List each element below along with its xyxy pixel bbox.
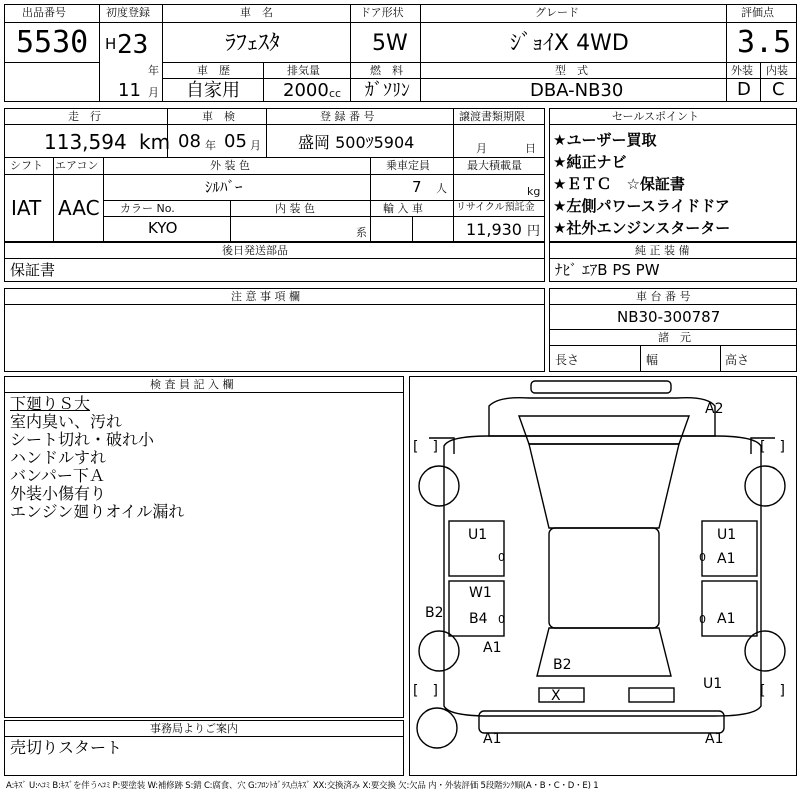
int-score: C: [772, 79, 785, 100]
displacement: 2000: [283, 80, 329, 101]
inspector-lines: [10, 395, 400, 521]
car-name: ﾗﾌｪｽﾀ: [225, 31, 281, 56]
sales-point-item: ★ＥＴＣ ☆保証書: [553, 175, 685, 193]
inspector-line: シート切れ・破れ小: [10, 430, 155, 449]
import-label: 輸 入 車: [383, 202, 423, 215]
month-unit: 月: [148, 86, 159, 99]
year-unit: 年: [148, 64, 159, 77]
damage-mark: A2: [705, 401, 724, 417]
genuine-label: 純 正 装 備: [635, 244, 690, 257]
sales-point-item: ★社外エンジンスターター: [553, 219, 731, 237]
chassis-label: 車 台 番 号: [636, 290, 691, 303]
after-parts-label: 後日発送部品: [222, 244, 288, 257]
damage-mark: 0: [498, 551, 505, 564]
damage-mark: B4: [469, 611, 488, 627]
door-label: ドア形状: [360, 6, 404, 19]
insp-month-unit: 月: [250, 139, 261, 152]
insp-year: 08: [178, 131, 201, 152]
sales-point-item: ★ユーザー買取: [553, 131, 657, 149]
inspector-line: 外装小傷有り: [10, 484, 107, 503]
history: 自家用: [186, 80, 240, 101]
first-reg-label: 初度登録: [106, 6, 150, 19]
insp-year-unit: 年: [205, 139, 216, 152]
windshield-shape: [519, 416, 689, 444]
displacement-label: 排気量: [287, 64, 320, 77]
damage-mark: A1: [483, 731, 502, 747]
damage-mark: U1: [468, 527, 488, 543]
capacity: 7: [412, 178, 422, 196]
color-label: 外 装 色: [210, 159, 250, 172]
fuel-label: 燃 料: [370, 64, 403, 77]
recycle-unit: 円: [527, 224, 541, 239]
genuine-value: ﾅﾋﾞ ｴｱB PS PW: [555, 261, 660, 279]
cc-unit: cc: [329, 87, 342, 100]
wheel-rr: [745, 631, 785, 671]
mileage: 113,594: [44, 130, 127, 154]
grade: ｼﾞｮｲX 4WD: [510, 31, 629, 56]
model: DBA-NB30: [530, 80, 624, 101]
rear-lamp-shape: [629, 688, 674, 702]
interior-unit: 系: [356, 226, 367, 239]
notes-label: 注 意 事 項 欄: [231, 290, 300, 303]
mileage-label: 走 行: [68, 110, 101, 123]
lot-no-label: 出品番号: [22, 6, 66, 19]
legend: A:ｷｽﾞ U:ﾍｺﾐ B:ｷｽﾞを伴うﾍｺﾐ P:要塗装 W:補修跡 S:錆 C:腐食、穴 G:ﾌﾛﾝﾄｶﾞﾗｽ点ｷｽﾞ XX:交換済み X:要交換 欠:欠品 内・外装評価 5段階ﾗﾝｸ順(A・B・C・D・E) 1: [6, 781, 599, 791]
damage-bracket: [ ]: [760, 439, 785, 455]
wheel-fl: [419, 466, 459, 506]
door: 5W: [372, 31, 408, 56]
lot-no: 5530: [16, 25, 89, 60]
shift: IAT: [11, 196, 42, 220]
damage-mark: B2: [553, 657, 572, 673]
damage-mark: A1: [717, 551, 736, 567]
era: H: [105, 35, 117, 53]
km-unit: km: [139, 130, 171, 154]
damage-mark: 0: [699, 551, 706, 564]
width-label: 幅: [646, 353, 659, 367]
damage-mark: 0: [699, 613, 706, 626]
score: 3.5: [737, 25, 792, 60]
front-bumper-shape: [531, 381, 671, 393]
ext-label: 外装: [731, 64, 753, 77]
damage-bracket: [ ]: [760, 683, 785, 699]
wheel-fr: [745, 466, 785, 506]
inspector-line: 下廻りＳ大: [10, 394, 91, 413]
transfer-month: 月: [476, 142, 487, 155]
color: ｼﾙﾊﾞｰ: [205, 178, 243, 196]
damage-mark: U1: [703, 676, 723, 692]
rear-bumper-shape: [479, 711, 724, 733]
fuel: ｶﾞｿﾘﾝ: [365, 80, 410, 101]
recycle: 11,930: [466, 220, 522, 239]
load-unit: kg: [527, 185, 541, 198]
damage-mark: X: [551, 688, 561, 704]
int-label: 内装: [766, 64, 788, 77]
color-no-label: カラー No.: [120, 202, 175, 215]
spare-wheel: [417, 708, 457, 748]
sales-point-item: ★純正ナビ: [553, 153, 627, 171]
sales-point-item: ★左側パワースライドドア: [553, 197, 730, 215]
rear-plate-shape: [539, 688, 584, 702]
roof-panel: [549, 528, 659, 628]
inspector-label: 検 査 員 記 入 欄: [150, 378, 234, 391]
sales-points-label: セールスポイント: [612, 110, 700, 123]
wheel-rl: [419, 631, 459, 671]
office-value: 売切りスタート: [10, 738, 123, 757]
model-label: 型 式: [555, 64, 588, 77]
load-label: 最大積載量: [467, 159, 522, 172]
after-parts-value: 保証書: [10, 261, 56, 279]
roof-shape: [529, 444, 679, 528]
vehicle-detail-block: [4, 108, 545, 242]
height-label: 高さ: [725, 353, 750, 367]
history-label: 車 歴: [197, 64, 230, 77]
plate: 盛岡 500ﾂ5904: [298, 133, 415, 152]
spec-label: 諸 元: [658, 331, 691, 344]
damage-mark: A1: [717, 611, 736, 627]
damage-bracket: [ ]: [413, 439, 438, 455]
damage-mark: U1: [717, 527, 737, 543]
length-label: 長さ: [555, 353, 580, 367]
office-label: 事務局よりご案内: [150, 722, 238, 735]
sales-points-list: [553, 129, 795, 239]
right-rear-door-shape: [702, 581, 757, 636]
damage-mark: A1: [705, 731, 724, 747]
inspector-line: エンジン廻りオイル漏れ: [10, 502, 185, 521]
color-no: KYO: [148, 219, 178, 237]
inspector-line: バンパー下Ａ: [10, 466, 105, 485]
capacity-label: 乗車定員: [386, 159, 430, 172]
damage-mark: W1: [469, 585, 492, 601]
ac-label: エアコン: [55, 159, 99, 172]
ext-score: D: [737, 79, 751, 100]
damage-mark: 0: [498, 613, 505, 626]
transfer-label: 譲渡書類期限: [459, 110, 525, 123]
inspector-line: ハンドルすれ: [10, 448, 107, 467]
car-diagram: [409, 376, 797, 776]
first-reg-month: 11: [118, 80, 141, 101]
recycle-label: リサイクル預託金: [456, 202, 535, 213]
inspection-label: 車 検: [202, 110, 235, 123]
grade-label: グレード: [535, 6, 579, 19]
first-reg-year: 23: [117, 30, 149, 60]
transfer-day: 日: [525, 142, 536, 155]
interior-label: 内 装 色: [275, 202, 315, 215]
car-name-label: 車 名: [240, 6, 273, 19]
inspector-line: 室内臭い、汚れ: [10, 412, 123, 431]
chassis-number: NB30-300787: [617, 308, 721, 326]
insp-month: 05: [224, 131, 247, 152]
damage-bracket: [ ]: [413, 683, 438, 699]
hood-shape: [489, 398, 715, 436]
damage-mark: A1: [483, 640, 502, 656]
damage-mark: B2: [425, 605, 444, 621]
ac: AAC: [58, 196, 100, 220]
score-label: 評価点: [741, 6, 774, 19]
capacity-unit: 人: [436, 182, 447, 195]
plate-label: 登 録 番 号: [320, 110, 375, 123]
shift-label: シフト: [10, 159, 43, 172]
